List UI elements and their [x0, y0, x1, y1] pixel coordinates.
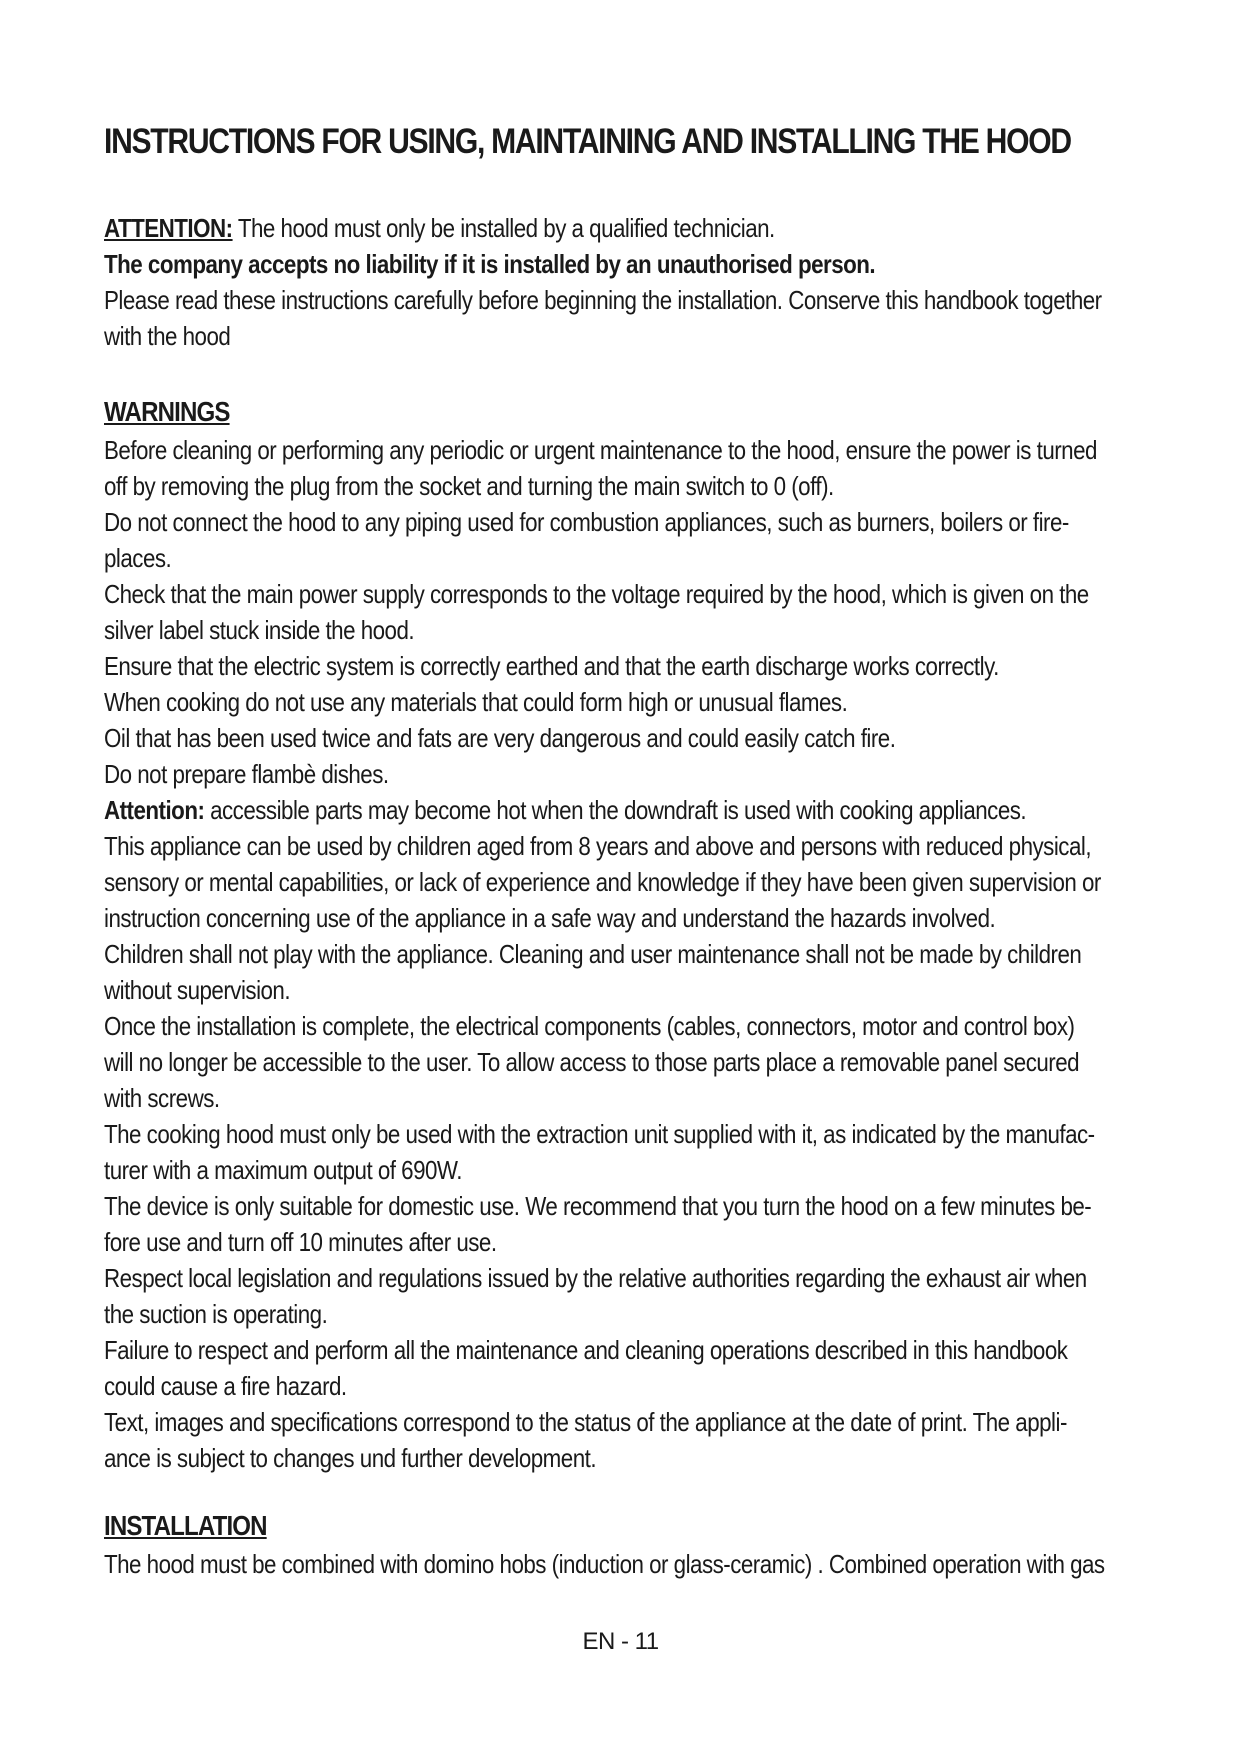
- paragraph-line: Check that the main power supply corresponds to the voltage required by the hood, which is given on the: [104, 579, 1089, 609]
- liability-line: The company accepts no liability if it is installed by an unauthorised person.: [104, 249, 876, 279]
- paragraph-line: This appliance can be used by children aged from 8 years and above and persons with reduced physical,: [104, 831, 1092, 861]
- installation-line: The hood must be combined with domino hobs (induction or glass-ceramic) . Combined operation with gas: [104, 1549, 1105, 1579]
- attention-hot-line: [104, 792, 1153, 828]
- paragraph-line: Do not prepare flambè dishes.: [104, 759, 389, 789]
- paragraph-line: Text, images and specifications correspond to the status of the appliance at the date of print. The appli-: [104, 1407, 1067, 1437]
- attention-hot-label: Attention:: [104, 795, 205, 825]
- installation-heading: INSTALLATION: [104, 1510, 267, 1541]
- paragraph-line: Ensure that the electric system is correctly earthed and that the earth discharge works correctly.: [104, 651, 999, 681]
- document-page: [104, 120, 1154, 1582]
- read-line-1: Please read these instructions carefully before beginning the installation. Conserve this handbook together: [104, 285, 1102, 315]
- paragraph-line: When cooking do not use any materials that could form high or unusual flames.: [104, 687, 848, 717]
- warnings-heading: WARNINGS: [104, 396, 230, 427]
- paragraph-line: places.: [104, 543, 172, 573]
- paragraph-line: the suction is operating.: [104, 1299, 328, 1329]
- page-title: INSTRUCTIONS FOR USING, MAINTAINING AND INSTALLING THE HOOD: [104, 122, 1071, 161]
- attention-text: The hood must only be installed by a qualified technician.: [232, 213, 775, 243]
- warnings-body: [104, 432, 1154, 1476]
- paragraph-line: Oil that has been used twice and fats are very dangerous and could easily catch fire.: [104, 723, 896, 753]
- attention-label: ATTENTION:: [104, 213, 233, 243]
- paragraph-line: could cause a fire hazard.: [104, 1371, 347, 1401]
- paragraph-line: Respect local legislation and regulations issued by the relative authorities regarding the exhaust air when: [104, 1263, 1087, 1293]
- paragraph-line: fore use and turn off 10 minutes after use.: [104, 1227, 497, 1257]
- paragraph-line: ance is subject to changes und further development.: [104, 1443, 597, 1473]
- paragraph-line: with screws.: [104, 1083, 220, 1113]
- paragraph-line: Failure to respect and perform all the maintenance and cleaning operations described in this handbook: [104, 1335, 1068, 1365]
- paragraph-line: silver label stuck inside the hood.: [104, 615, 415, 645]
- paragraph-line: Children shall not play with the appliance. Cleaning and user maintenance shall not be made by children: [104, 939, 1082, 969]
- paragraph-line: off by removing the plug from the socket and turning the main switch to 0 (off).: [104, 471, 834, 501]
- paragraph-line: Once the installation is complete, the electrical components (cables, connectors, motor and control box): [104, 1011, 1075, 1041]
- paragraph-line: The device is only suitable for domestic use. We recommend that you turn the hood on a few minutes be-: [104, 1191, 1092, 1221]
- paragraph-line: without supervision.: [104, 975, 291, 1005]
- paragraph-line: Do not connect the hood to any piping used for combustion appliances, such as burners, boilers or fire-: [104, 507, 1069, 537]
- attention-line: [104, 210, 1153, 246]
- read-line-2: with the hood: [104, 321, 231, 351]
- attention-hot-text: accessible parts may become hot when the downdraft is used with cooking appliances.: [204, 795, 1027, 825]
- page-number: EN - 11: [582, 1628, 659, 1655]
- paragraph-line: Before cleaning or performing any periodic or urgent maintenance to the hood, ensure the power is turned: [104, 435, 1097, 465]
- paragraph-line: instruction concerning use of the appliance in a safe way and understand the hazards involved.: [104, 903, 996, 933]
- paragraph-line: will no longer be accessible to the user. To allow access to those parts place a removable panel secured: [104, 1047, 1080, 1077]
- paragraph-line: The cooking hood must only be used with the extraction unit supplied with it, as indicated by the manufac-: [104, 1119, 1095, 1149]
- paragraph-line: turer with a maximum output of 690W.: [104, 1155, 462, 1185]
- paragraph-line: sensory or mental capabilities, or lack of experience and knowledge if they have been given supervision or: [104, 867, 1101, 897]
